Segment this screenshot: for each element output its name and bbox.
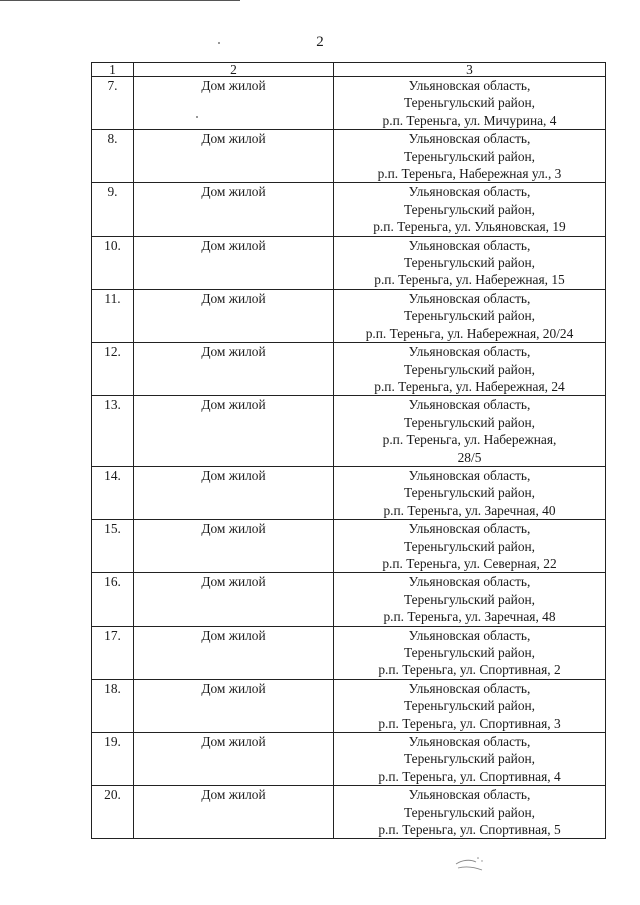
address-line: Ульяновская область, (408, 237, 531, 253)
address-cell (334, 236, 606, 289)
address-line: р.п. Тереньга, ул. Ульяновская, 19 (373, 219, 566, 235)
row-number-cell: 12. (92, 343, 134, 396)
table-row (92, 183, 606, 236)
address-line: Тереньгульский район, (403, 698, 536, 714)
address-line: Ульяновская область, (408, 344, 531, 360)
object-name-cell: Дом жилой (134, 466, 334, 519)
row-number-cell: 19. (92, 733, 134, 786)
address-line: Ульяновская область, (408, 131, 531, 147)
address-line: 28/5 (457, 449, 482, 465)
address-line: Тереньгульский район, (403, 751, 536, 767)
address-cell (334, 573, 606, 626)
row-number-cell: 8. (92, 130, 134, 183)
address-cell (334, 733, 606, 786)
address-cell (334, 626, 606, 679)
address-cell (334, 466, 606, 519)
row-number-cell: 18. (92, 679, 134, 732)
address-line: Ульяновская область, (408, 574, 531, 590)
address-line: Ульяновская область, (408, 397, 531, 413)
object-name-cell: Дом жилой (134, 679, 334, 732)
table-header-row (92, 63, 606, 77)
top-edge-rule (0, 0, 240, 1)
column-header-address: 3 (334, 63, 606, 77)
address-line: Ульяновская область, (408, 680, 531, 696)
address-line: Ульяновская область, (408, 734, 531, 750)
address-line: Тереньгульский район, (403, 804, 536, 820)
object-name-cell: Дом жилой (134, 786, 334, 839)
object-name-cell: Дом жилой (134, 289, 334, 342)
address-line: Ульяновская область, (408, 787, 531, 803)
address-line: Тереньгульский район, (403, 95, 536, 111)
address-cell (334, 520, 606, 573)
table-row (92, 520, 606, 573)
address-cell (334, 183, 606, 236)
row-number-cell: 15. (92, 520, 134, 573)
address-cell (334, 396, 606, 467)
address-line: Тереньгульский район, (403, 414, 536, 430)
address-line: р.п. Тереньга, ул. Северная, 22 (382, 555, 557, 571)
object-name-cell: Дом жилой (134, 183, 334, 236)
address-line: р.п. Тереньга, ул. Набережная, 15 (374, 272, 565, 288)
table-row (92, 786, 606, 839)
address-cell (334, 77, 606, 130)
address-line: Ульяновская область, (408, 467, 531, 483)
address-line: Тереньгульский район, (403, 538, 536, 554)
object-name-cell: Дом жилой (134, 130, 334, 183)
row-number-cell: 13. (92, 396, 134, 467)
object-name-cell: Дом жилой (134, 626, 334, 679)
address-line: Тереньгульский район, (403, 485, 536, 501)
row-number-cell: 20. (92, 786, 134, 839)
column-header-number: 1 (92, 63, 134, 77)
object-name-cell: Дом жилой (134, 733, 334, 786)
address-cell (334, 786, 606, 839)
scan-speck (218, 42, 220, 44)
table-row (92, 396, 606, 467)
table-row (92, 343, 606, 396)
address-line: Тереньгульский район, (403, 201, 536, 217)
table-row (92, 626, 606, 679)
address-line: р.п. Тереньга, ул. Спортивная, 2 (378, 662, 561, 678)
address-line: Ульяновская область, (408, 627, 531, 643)
address-line: Тереньгульский район, (403, 308, 536, 324)
address-line: Ульяновская область, (408, 290, 531, 306)
address-line: Ульяновская область, (408, 521, 531, 537)
address-line: р.п. Тереньга, Набережная ул., 3 (377, 166, 562, 182)
table-row (92, 77, 606, 130)
scan-speck (196, 116, 198, 118)
address-line: Тереньгульский район, (403, 255, 536, 271)
row-number-cell: 17. (92, 626, 134, 679)
address-line: р.п. Тереньга, ул. Набережная, 20/24 (365, 325, 574, 341)
address-cell (334, 679, 606, 732)
column-header-name: 2 (134, 63, 334, 77)
row-number-cell: 9. (92, 183, 134, 236)
pen-mark-scribble (452, 852, 492, 876)
address-line: р.п. Тереньга, ул. Мичурина, 4 (382, 112, 557, 128)
row-number-cell: 14. (92, 466, 134, 519)
objects-table (91, 62, 606, 839)
object-name-cell: Дом жилой (134, 77, 334, 130)
address-line: Ульяновская область, (408, 184, 531, 200)
object-name-cell: Дом жилой (134, 573, 334, 626)
row-number-cell: 7. (92, 77, 134, 130)
table-row (92, 466, 606, 519)
address-line: Ульяновская область, (408, 78, 531, 93)
address-line: р.п. Тереньга, ул. Набережная, 24 (374, 378, 565, 394)
address-cell (334, 343, 606, 396)
object-name-cell: Дом жилой (134, 236, 334, 289)
table-row (92, 236, 606, 289)
row-number-cell: 10. (92, 236, 134, 289)
address-line: р.п. Тереньга, ул. Спортивная, 3 (378, 715, 561, 731)
table-row (92, 289, 606, 342)
table-body (92, 63, 606, 839)
address-cell (334, 130, 606, 183)
address-line: р.п. Тереньга, ул. Заречная, 40 (383, 502, 556, 518)
table-row (92, 679, 606, 732)
page-number: 2 (316, 34, 324, 50)
table-row (92, 733, 606, 786)
row-number-cell: 11. (92, 289, 134, 342)
address-line: р.п. Тереньга, ул. Спортивная, 4 (378, 768, 561, 784)
address-line: р.п. Тереньга, ул. Заречная, 48 (383, 609, 556, 625)
object-name-cell: Дом жилой (134, 396, 334, 467)
address-line: р.п. Тереньга, ул. Спортивная, 5 (378, 822, 561, 838)
table-row (92, 130, 606, 183)
address-line: р.п. Тереньга, ул. Набережная, (382, 432, 557, 448)
object-name-cell: Дом жилой (134, 343, 334, 396)
address-cell (334, 289, 606, 342)
row-number-cell: 16. (92, 573, 134, 626)
address-line: Тереньгульский район, (403, 591, 536, 607)
address-line: Тереньгульский район, (403, 148, 536, 164)
address-line: Тереньгульский район, (403, 361, 536, 377)
table-row (92, 573, 606, 626)
address-line: Тереньгульский район, (403, 645, 536, 660)
object-name-cell: Дом жилой (134, 520, 334, 573)
